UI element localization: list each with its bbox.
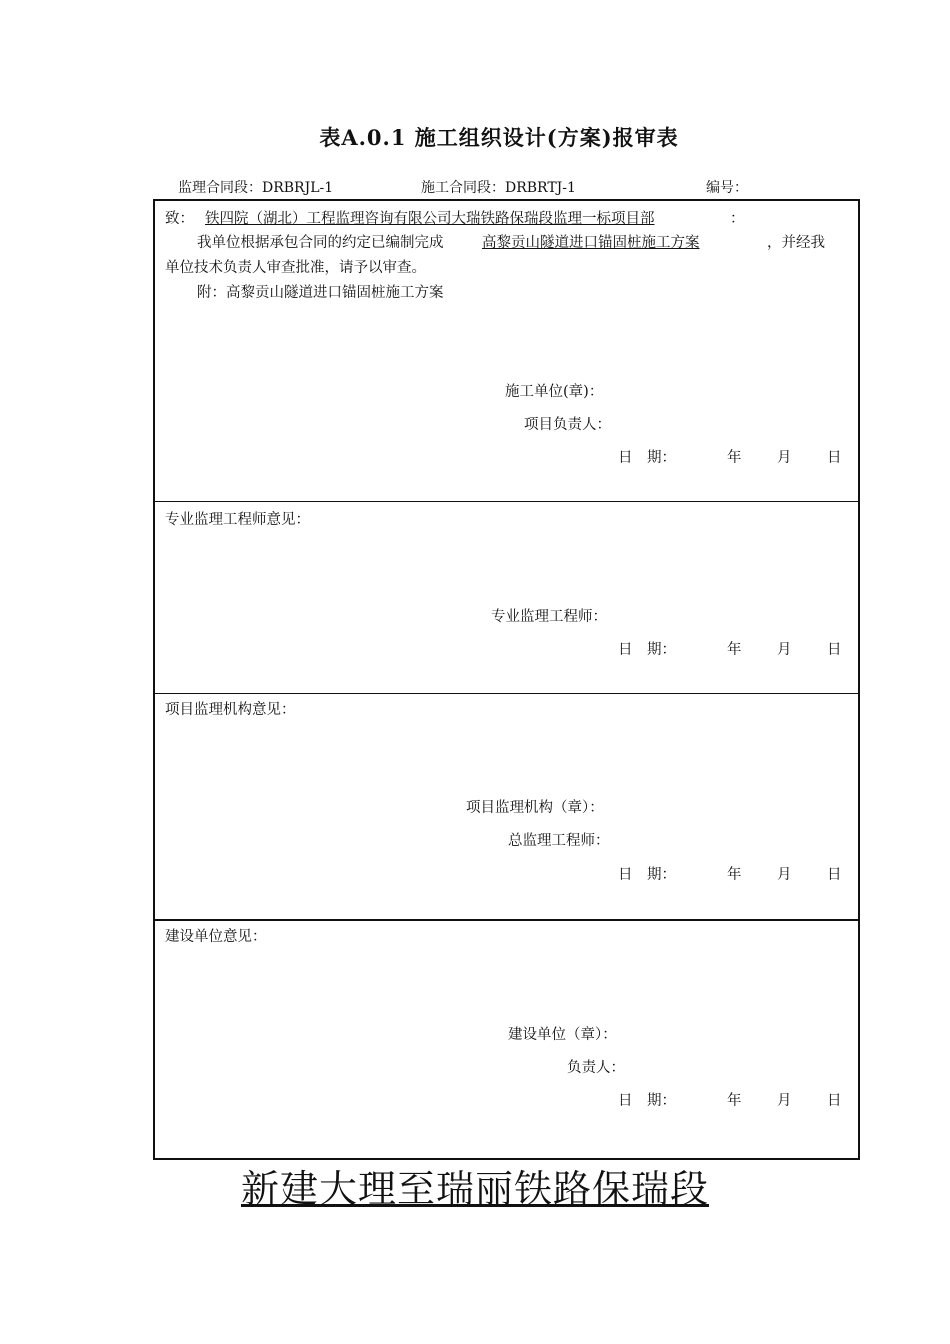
recipient-name: 铁四院（湖北）工程监理咨询有限公司大瑞铁路保瑞段监理一标项目部 <box>205 211 655 227</box>
project-name-footer: 新建大理至瑞丽铁路保瑞段 <box>240 1167 709 1211</box>
month-label: 月 <box>777 1093 792 1109</box>
day-label: 日 <box>827 642 842 658</box>
section-supervision-opinion <box>155 694 858 921</box>
approval-form-table <box>153 199 860 1160</box>
date-label: 日 期： <box>618 1093 676 1109</box>
plan-name: 高黎贡山隧道进口锚固桩施工方案 <box>482 235 700 251</box>
year-label: 年 <box>727 867 742 883</box>
project-manager-label: 项目负责人： <box>524 417 611 433</box>
section-submission <box>155 201 858 502</box>
owner-seal-label: 建设单位（章）： <box>508 1027 617 1043</box>
date-label: 日 期： <box>618 642 676 658</box>
body-text-prefix: 我单位根据承包合同的约定已编制完成 <box>197 235 444 251</box>
section-heading: 专业监理工程师意见： <box>165 512 310 528</box>
to-label: 致： <box>165 211 194 227</box>
section-owner-opinion <box>155 921 858 1158</box>
year-label: 年 <box>727 642 742 658</box>
serial-number-label: 编号： <box>706 180 748 196</box>
construction-unit-seal: 施工单位(章)： <box>505 384 604 400</box>
day-label: 日 <box>827 867 842 883</box>
construction-contract: 施工合同段：DRBRTJ-1 <box>421 180 576 196</box>
section-heading: 项目监理机构意见： <box>165 702 296 718</box>
section-engineer-opinion <box>155 502 858 694</box>
year-label: 年 <box>727 450 742 466</box>
date-label: 日 期： <box>618 867 676 883</box>
day-label: 日 <box>827 450 842 466</box>
chief-engineer-label: 总监理工程师： <box>508 833 610 849</box>
day-label: 日 <box>827 1093 842 1109</box>
owner-responsible-label: 负责人： <box>567 1060 625 1076</box>
year-label: 年 <box>727 1093 742 1109</box>
form-title: 表A.0.1 施工组织设计(方案)报审表 <box>319 125 679 150</box>
engineer-signature-label: 专业监理工程师： <box>491 609 607 625</box>
month-label: 月 <box>777 642 792 658</box>
body-text-suffix: ，并经我 <box>767 235 825 251</box>
date-label: 日 期： <box>618 450 676 466</box>
body-text-line2: 单位技术负责人审查批准，请予以审查。 <box>165 260 426 276</box>
month-label: 月 <box>777 867 792 883</box>
supervision-seal-label: 项目监理机构（章）： <box>466 800 604 816</box>
supervision-contract: 监理合同段：DRBRJL-1 <box>178 180 334 196</box>
month-label: 月 <box>777 450 792 466</box>
attachment-line: 附：高黎贡山隧道进口锚固桩施工方案 <box>197 285 444 301</box>
section-heading: 建设单位意见： <box>165 929 267 945</box>
recipient-colon: ： <box>730 211 745 227</box>
